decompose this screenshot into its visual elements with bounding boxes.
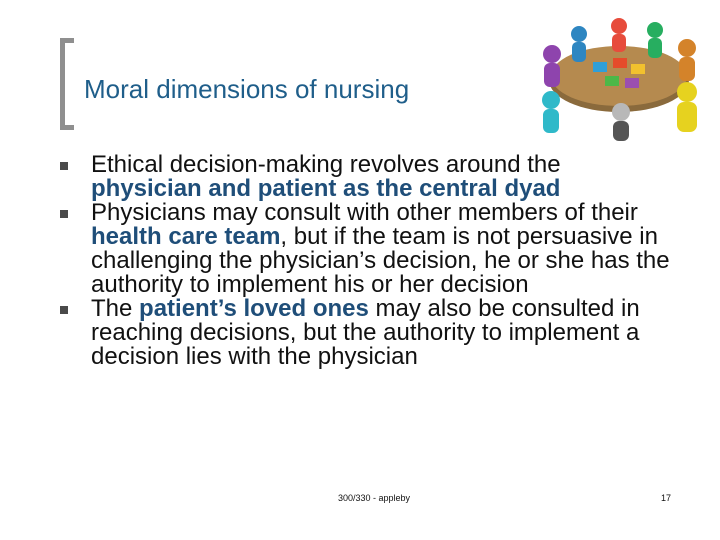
bullet-3-tail: may also be consulted in reaching decisions, but the authority to implement a decision lies with the physician <box>91 295 640 370</box>
bullet-item-2 <box>60 201 670 297</box>
page-number: 17 <box>661 493 672 503</box>
footer-course: 300/330 - appleby <box>338 493 411 503</box>
bullet-2-text: Physicians may consult with other members of their <box>91 199 638 226</box>
bullet-item-1 <box>60 153 670 201</box>
bullet-2-tail: , but if the team is not persuasive in challenging the physician’s decision, he or she has the authority to implement his or her decision <box>91 223 670 298</box>
bullet-3-highlight: patient’s loved ones <box>139 295 369 322</box>
title-bracket <box>60 38 74 130</box>
bullet-list <box>60 153 670 369</box>
team-meeting-clipart-icon <box>527 14 709 142</box>
square-bullet-icon <box>60 306 68 314</box>
slide-title: Moral dimensions of nursing <box>84 74 410 104</box>
bullet-1-text: Ethical decision-making revolves around the <box>91 151 561 178</box>
bullet-3-text: The <box>91 295 140 322</box>
square-bullet-icon <box>60 162 68 170</box>
bullet-1-highlight: physician and patient as the central dyad <box>91 175 561 202</box>
bullet-item-3 <box>60 297 670 369</box>
bullet-2-highlight: health care team <box>91 223 281 250</box>
square-bullet-icon <box>60 210 68 218</box>
